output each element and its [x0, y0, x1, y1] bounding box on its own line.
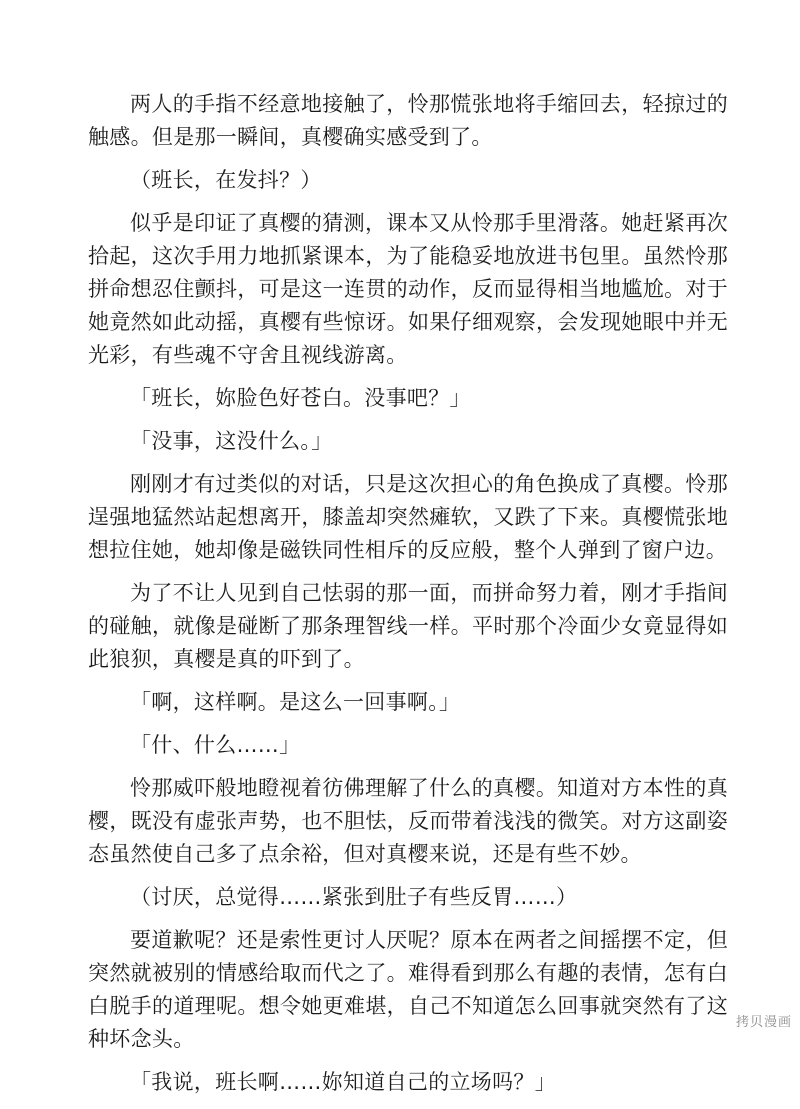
paragraph: （讨厌，总觉得……紧张到肚子有些反胃……） [130, 885, 578, 909]
paragraph: 为了不让人见到自己怯弱的那一面，而拼命努力着，刚才手指间的碰触，就像是碰断了那条理智线一样。平时那个冷面少女竟显得如此狼狈，真樱是真的吓到了。 [88, 581, 728, 671]
paragraph: 「什、什么……」 [130, 733, 301, 757]
paragraph: 两人的手指不经意地接触了，怜那慌张地将手缩回去，轻掠过的触感。但是那一瞬间，真樱确实感受到了。 [88, 92, 728, 149]
paragraph: 「没事，这没什么。」 [130, 429, 333, 453]
paragraph: 似乎是印证了真樱的猜测，课本又从怜那手里滑落。她赶紧再次拾起，这次手用力地抓紧课本，为了能稳妥地放进书包里。虽然怜那拼命想忍住颤抖，可是这一连贯的动作，反而显得相当地尴尬。对于她竟然如此动摇，真樱有些惊讶。如果仔细观察，会发现她眼中并无光彩，有些魂不守舍且视线游离。 [88, 211, 728, 367]
paragraph: 「我说，班长啊……妳知道自己的立场吗？」 [130, 1070, 556, 1094]
watermark: 拷贝漫画 [735, 1015, 792, 1030]
paragraph: （班长，在发抖？） [130, 168, 322, 192]
paragraph: 「班长，妳脸色好苍白。没事吧？」 [130, 386, 471, 410]
paragraph: 怜那威吓般地瞪视着彷佛理解了什么的真樱。知道对方本性的真樱，既没有虚张声势，也不胆怯，反而带着浅浅的微笑。对方这副姿态虽然使自己多了点余裕，但对真樱来说，还是有些不妙。 [88, 776, 728, 866]
paragraph: 刚刚才有过类似的对话，只是这次担心的角色换成了真樱。怜那逞强地猛然站起想离开，膝盖却突然瘫软，又跌了下来。真樱慌张地想拉住她，她却像是磁铁同性相斥的反应般，整个人弹到了窗户边。 [88, 472, 728, 562]
paragraph: 「啊，这样啊。是这么一回事啊。」 [130, 690, 461, 714]
text-page [88, 88, 728, 1109]
paragraph: 要道歉呢？还是索性更讨人厌呢？原本在两者之间摇摆不定，但突然就被别的情感给取而代之了。难得看到那么有趣的表情，怎有白白脱手的道理呢。想令她更难堪，自己不知道怎么回事就突然有了这种坏念头。 [88, 928, 728, 1051]
